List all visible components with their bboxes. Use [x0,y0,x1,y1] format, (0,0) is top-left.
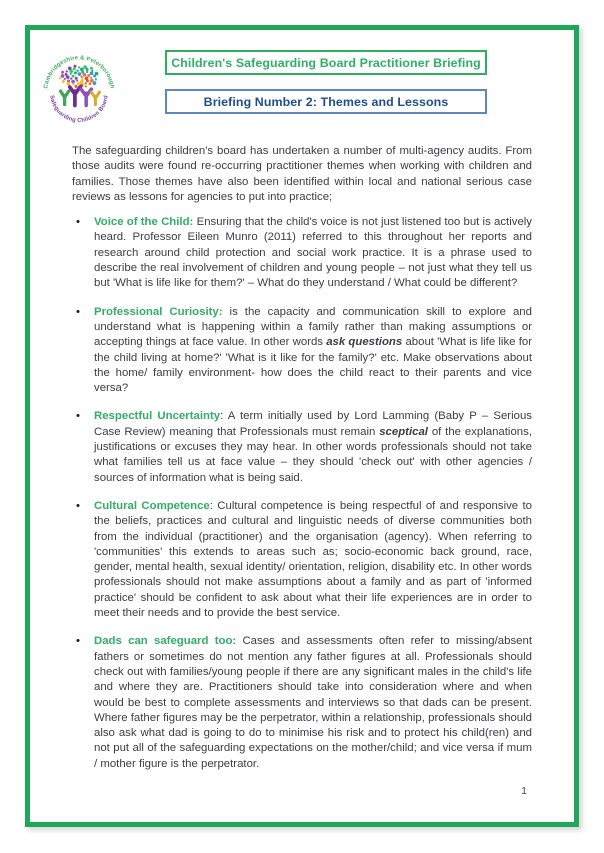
theme-title: Professional Curiosity: [94,305,223,318]
intro-paragraph: The safeguarding children's board has undertaken a number of multi-agency audits. From those audits were found re-occurring practitioner themes when working with children and families. Those themes have also been identified within local and national serious case reviews as lessons for agencies to put into practice; [72,145,532,203]
theme-text: : A term initially used by Lord Lamming (Baby P – Serious Case Review) meaning that Professionals must remain [94,410,532,438]
theme-emphasis: ask questions [326,336,403,349]
theme-text: is the capacity and communication skill to explore and understand what is happening within a family rather than making assumptions or accepting things at face value. In other words [94,305,532,349]
theme-text: about 'What is life like for the child living at home?' 'What is it like for the family?' etc. Make observations about the home/ family environment- how does the child react to their parents and vice versa? [94,336,532,395]
logo-arc-top-text: Cambridgeshire & Peterborough [43,55,115,89]
theme-emphasis: sceptical [379,425,428,438]
safeguarding-board-logo [39,46,119,126]
theme-item-cultural-competence [72,499,532,621]
svg-text:Safeguarding Children Board [48,95,109,124]
briefing-title: Children's Safeguarding Board Practitioner Briefing [171,55,481,70]
theme-title: Dads can safeguard too: [94,635,237,648]
page-number: 1 [521,785,527,797]
document-body [72,144,532,772]
briefing-subtitle-box [165,89,487,114]
theme-text: of the explanations, justifications or excuses they may hear. In other words professionals should not take what families tell us at face value – they should 'check out' with other agencies / sources of information what is being said. [94,425,532,484]
briefing-subtitle: Briefing Number 2: Themes and Lessons [203,94,449,109]
theme-text: Cases and assessments often refer to missing/absent fathers or sometimes do not mention any father figures at all. Professionals should check out with families/young people if there are any significant males in the child's life and where they are. Practitioners should take into consideration where and when would be best to complete assessments and interviews so that dads can be present. Where father figures may be the perpetrator, within a relationship, professionals should also ask what dad is going to do to minimise his risk and to protect his child(ren) and not put all of the safeguarding expectations on the mother/child; and vice versa if mum / mother figure is the perpetrator. [94,635,532,770]
theme-item-respectful-uncertainty [72,409,532,485]
theme-title: Cultural Competence [94,499,210,512]
briefing-title-box [165,50,487,75]
logo-arc-bottom-text: Safeguarding Children Board [48,94,110,124]
theme-title: Respectful Uncertainty [94,410,221,423]
theme-item-voice-of-the-child [72,215,532,291]
theme-title: Voice of the Child: [94,216,194,229]
theme-text: : Cultural competence is being respectful of and responsive to the beliefs, practices and cultural and linguistic needs of diverse communities both from the individual (practitioner) and the organisation (agency). When referring to 'communities' this extends to areas such as; socio-economic back ground, race, gender, mental health, sexual identity/ orientation, religion, disability etc. In other words professionals should not make assumptions about a family and as part of 'informed practice' should be confident to ask about what their life experiences are in order to meet their needs and to provide the best service. [94,499,532,620]
theme-item-professional-curiosity [72,305,532,397]
themes-list [72,215,532,772]
theme-item-dads-can-safeguard-too [72,634,532,772]
theme-text: Ensuring that the child's voice is not just listened too but is actively heard. Professor Eileen Munro (2011) referred to this throughout her reports and research around child protection and social work practice. It is a phrase used to describe the real involvement of children and young people – not just what they tell us but 'What is life like for them?' – What do they understand / What could be different? [94,216,533,290]
logo-tree-figures [61,87,100,105]
